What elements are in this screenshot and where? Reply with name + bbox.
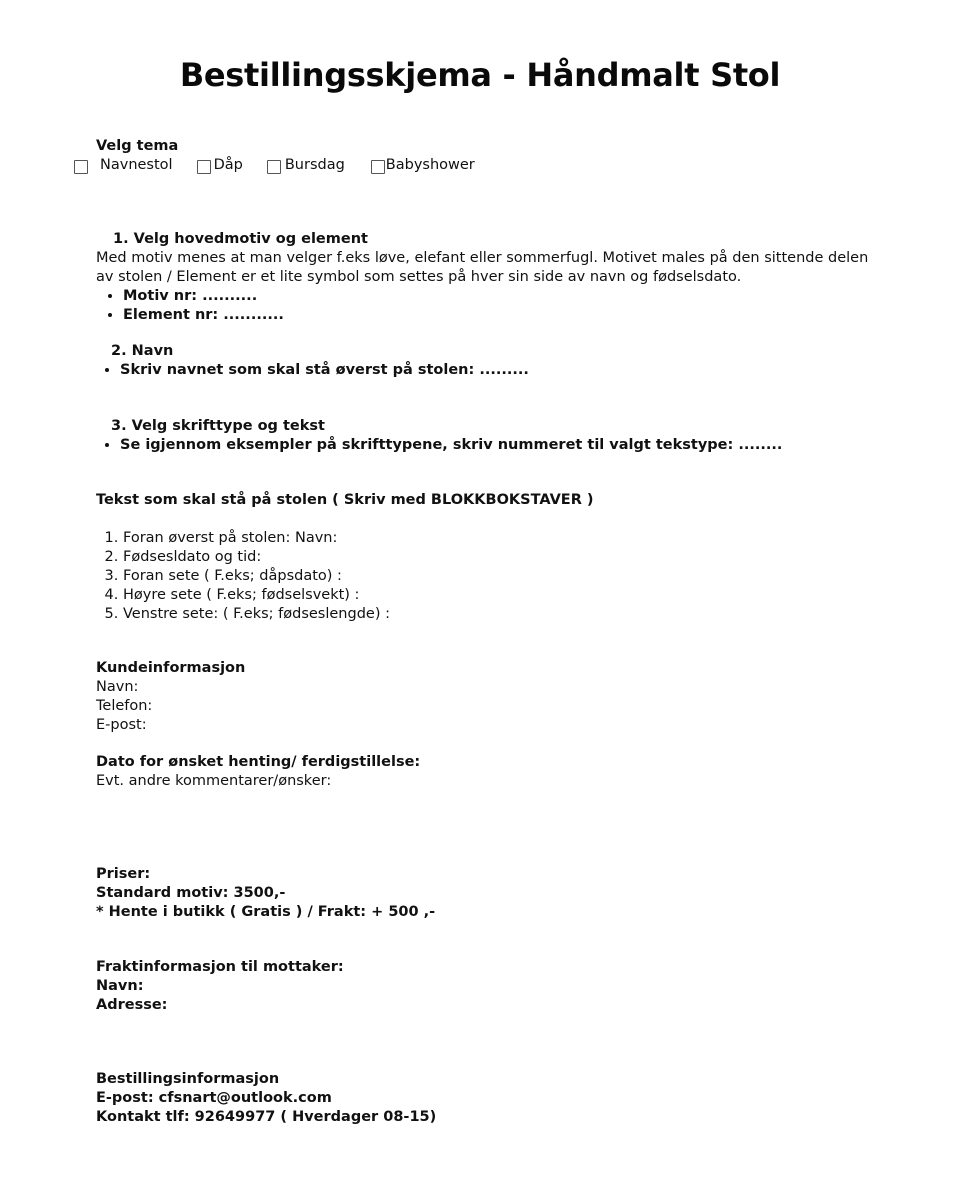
theme-option-label: Babyshower xyxy=(385,157,475,173)
customer-heading: Kundeinformasjon xyxy=(96,660,246,676)
chair-text-right-seat[interactable]: 4. Høyre sete ( F.eks; fødselsvekt) : xyxy=(123,586,390,605)
order-email: E-post: cfsnart@outlook.com xyxy=(96,1090,332,1106)
theme-options xyxy=(74,156,475,174)
shipping-info-heading: Fraktinformasjon til mottaker: xyxy=(96,959,344,975)
font-number-field[interactable]: • Se igjennom eksempler på skrifttypene, skriv nummeret til valgt tekstype: ........ xyxy=(120,436,782,455)
motiv-number-field[interactable]: • Motiv nr: .......... xyxy=(123,287,284,306)
chair-text-heading: Tekst som skal stå på stolen ( Skriv med BLOKKBOKSTAVER ) xyxy=(96,492,594,508)
chair-name-field[interactable]: • Skriv navnet som skal stå øverst på stolen: ......... xyxy=(120,361,529,380)
theme-option-label: Navnestol xyxy=(100,157,173,173)
standard-price: Standard motiv: 3500,- xyxy=(96,885,286,901)
checkbox-icon[interactable] xyxy=(267,160,281,174)
chair-text-front-top[interactable]: 1. Foran øverst på stolen: Navn: xyxy=(123,529,390,548)
customer-phone-field[interactable]: Telefon: xyxy=(96,698,153,714)
checkbox-icon[interactable] xyxy=(74,160,88,174)
shipping-address-field[interactable]: Adresse: xyxy=(96,997,168,1013)
order-phone: Kontakt tlf: 92649977 ( Hverdager 08-15) xyxy=(96,1109,437,1125)
section1-list xyxy=(123,287,284,325)
section2-list xyxy=(120,361,529,380)
comments-field[interactable]: Evt. andre kommentarer/ønsker: xyxy=(96,773,332,789)
customer-email-field[interactable]: E-post: xyxy=(96,717,147,733)
theme-option-navnestol[interactable] xyxy=(74,156,173,174)
pickup-date-field[interactable]: Dato for ønsket henting/ ferdigstillelse: xyxy=(96,754,421,770)
checkbox-icon[interactable] xyxy=(197,160,211,174)
chair-text-list xyxy=(123,529,390,624)
section2-heading: 2. Navn xyxy=(111,343,174,359)
theme-option-babyshower[interactable] xyxy=(371,156,475,174)
chair-text-birth-date[interactable]: 2. Fødsesldato og tid: xyxy=(123,548,390,567)
section1-description: Med motiv menes at man velger f.eks løve, elefant eller sommerfugl. Motivet males på den sittende delen av stolen / Element er et lite symbol som settes på hver sin side av navn og fødselsdato. xyxy=(96,250,869,285)
section3-list xyxy=(120,436,782,455)
theme-option-label: Dåp xyxy=(213,157,243,173)
element-number-field[interactable]: • Element nr: ........... xyxy=(123,306,284,325)
theme-option-label: Bursdag xyxy=(284,157,345,173)
chair-text-left-seat[interactable]: 5. Venstre sete: ( F.eks; fødseslengde) : xyxy=(123,605,390,624)
chair-text-front-seat[interactable]: 3. Foran sete ( F.eks; dåpsdato) : xyxy=(123,567,390,586)
order-info-heading: Bestillingsinformasjon xyxy=(96,1071,280,1087)
theme-label: Velg tema xyxy=(96,138,179,154)
section1-heading: 1. Velg hovedmotiv og element xyxy=(113,231,368,247)
theme-option-dap[interactable] xyxy=(197,156,243,174)
page-title: Bestillingsskjema - Håndmalt Stol xyxy=(179,56,781,94)
checkbox-icon[interactable] xyxy=(371,160,385,174)
customer-name-field[interactable]: Navn: xyxy=(96,679,139,695)
theme-option-bursdag[interactable] xyxy=(267,156,345,174)
prices-heading: Priser: xyxy=(96,866,151,882)
section3-heading: 3. Velg skrifttype og tekst xyxy=(111,418,325,434)
shipping-name-field[interactable]: Navn: xyxy=(96,978,144,994)
shipping-price: * Hente i butikk ( Gratis ) / Frakt: + 500 ,- xyxy=(96,904,436,920)
